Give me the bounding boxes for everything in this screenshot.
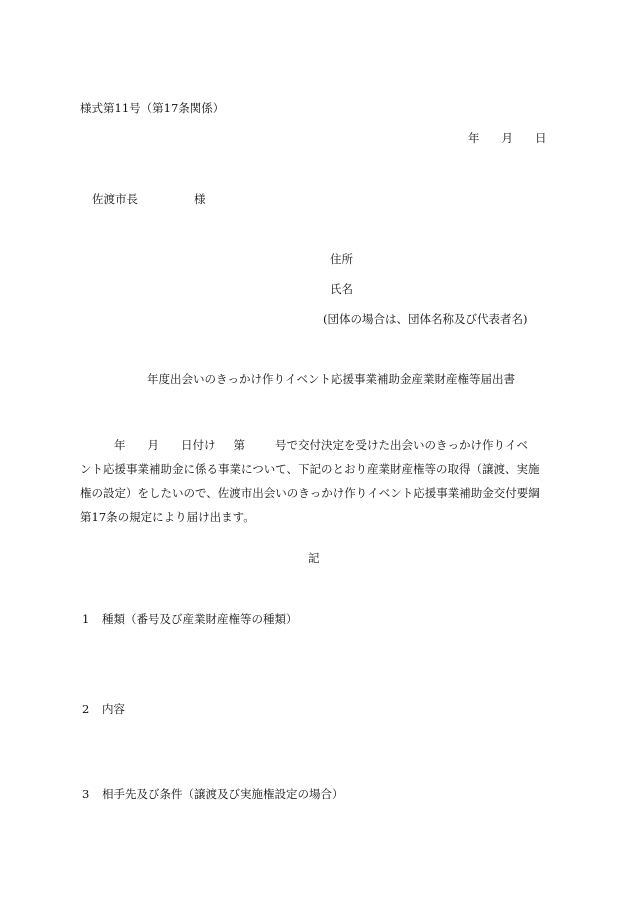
date-line xyxy=(468,133,547,145)
item-1 xyxy=(82,614,298,626)
addressee-name: 佐渡市長 xyxy=(92,192,138,206)
body-line-1 xyxy=(80,433,554,457)
body-line-2: ント応援事業補助金に係る事業について、下記のとおり産業財産権等の取得（譲渡、実施 xyxy=(80,462,540,476)
item-label: 種類（番号及び産業財産権等の種類） xyxy=(102,612,298,626)
addressee xyxy=(92,194,206,206)
body-year: 年 xyxy=(114,438,126,452)
item-label: 相手先及び条件（譲渡及び実施権設定の場合） xyxy=(102,787,344,801)
body-line-1-rest: 号で交付決定を受けた出会いのきっかけ作りイベ xyxy=(275,438,528,452)
item-3 xyxy=(82,789,344,801)
document-title: 年度出会いのきっかけ作りイベント応援事業補助金産業財産権等届出書 xyxy=(147,372,515,386)
item-label: 内容 xyxy=(102,702,125,716)
date-month: 月 xyxy=(501,131,513,145)
item-number: 1 xyxy=(82,612,90,626)
item-number: 2 xyxy=(82,702,90,716)
item-2 xyxy=(82,704,125,716)
item-number: 3 xyxy=(82,787,90,801)
ki-heading: 記 xyxy=(308,551,320,565)
form-number: 様式第11号（第17条関係） xyxy=(80,101,225,115)
body-dai: 第 xyxy=(233,438,245,452)
addressee-honorific: 様 xyxy=(194,192,206,206)
body-month: 月 xyxy=(147,438,159,452)
applicant-address-label: 住所 xyxy=(330,252,353,266)
body-paragraph xyxy=(80,433,554,529)
body-line-3: 権の設定）をしたいので、佐渡市出会いのきっかけ作りイベント応援事業補助金交付要綱 xyxy=(80,486,540,500)
date-year: 年 xyxy=(468,131,480,145)
body-line-4: 第17条の規定により届け出ます。 xyxy=(80,510,255,524)
applicant-name-label: 氏名 xyxy=(330,282,353,296)
date-day: 日 xyxy=(535,131,547,145)
body-day: 日付け xyxy=(181,438,216,452)
applicant-note: (団体の場合は、団体名称及び代表者名) xyxy=(323,312,528,326)
